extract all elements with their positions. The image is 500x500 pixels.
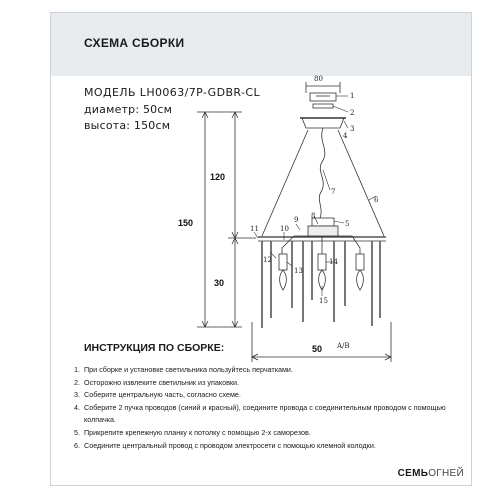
callout-1: 1: [350, 92, 355, 100]
step-text: Соберите центральную часть, согласно схеме.: [84, 390, 241, 400]
instructions-list: [74, 364, 469, 452]
step-text: Соберите 2 пучка проводов (синий и красный), соедините провода с соединительным проводом с помощью колпачка.: [84, 402, 446, 425]
step-number: 4.: [74, 402, 80, 412]
canopy: [302, 118, 344, 128]
diameter-label: диаметр: 50см: [84, 103, 173, 116]
dim-width: 50: [312, 344, 323, 354]
instruction-step: [74, 440, 469, 453]
instruction-step: [74, 377, 469, 390]
brand-part-1: СЕМЬ: [397, 468, 429, 479]
callout-3: 3: [350, 125, 355, 133]
callout-12: 12: [263, 256, 272, 264]
model-label: МОДЕЛЬ LH0063/7P-GDBR-CL: [84, 86, 260, 99]
step-number: 6.: [74, 440, 80, 450]
dim-top-width: 80: [314, 75, 323, 83]
mounting-plate: [310, 93, 336, 101]
instructions-title: ИНСТРУКЦИЯ ПО СБОРКЕ:: [84, 342, 225, 354]
callout-4: 4: [343, 132, 348, 140]
page-title: СХЕМА СБОРКИ: [84, 36, 185, 50]
instruction-step: [74, 402, 469, 427]
step-number: 5.: [74, 427, 80, 437]
socket-right: [356, 254, 364, 270]
socket-center: [318, 254, 326, 270]
callout-9: 9: [294, 216, 299, 224]
brand-logo: [398, 468, 464, 479]
instruction-step: [74, 427, 469, 440]
step-text: Прикрепите крепежную планку к потолку с помощью 2-х саморезов.: [84, 427, 311, 437]
step-number: 1.: [74, 365, 80, 374]
brand-part-2: ОГНЕЙ: [428, 468, 464, 479]
callout-15: 15: [319, 297, 328, 305]
callout-8: 8: [311, 212, 316, 220]
step-text: При сборке и установке светильника пользуйтесь перчатками.: [84, 365, 293, 374]
step-text: Осторожно извлеките светильник из упаковки.: [84, 377, 240, 387]
height-dimension: [197, 112, 256, 327]
bulb-right: [357, 270, 364, 290]
label-ab: A/B: [337, 342, 350, 350]
bulb-left: [280, 270, 287, 290]
callout-10: 10: [280, 225, 289, 233]
callout-14: 14: [329, 258, 338, 266]
callout-7: 7: [331, 188, 336, 196]
canopy-dimension: [306, 82, 340, 93]
height-label: высота: 150см: [84, 119, 171, 132]
step-text: Соедините центральный провод с проводом электросети с помощью клемной колодки.: [84, 440, 376, 450]
callout-2: 2: [350, 109, 355, 117]
step-number: 2.: [74, 377, 80, 387]
step-number: 3.: [74, 390, 80, 400]
dim-total: 150: [178, 218, 194, 228]
callout-11: 11: [250, 225, 259, 233]
width-dimension: [252, 322, 391, 362]
instruction-step: [74, 364, 469, 377]
dim-upper: 120: [210, 172, 226, 182]
socket-left: [279, 254, 287, 270]
instruction-step: [74, 389, 469, 402]
callout-6: 6: [374, 196, 379, 204]
suspension-cable-left: [262, 130, 308, 236]
callout-13: 13: [294, 267, 303, 275]
callout-5: 5: [345, 220, 350, 228]
dim-lower: 30: [214, 278, 225, 288]
